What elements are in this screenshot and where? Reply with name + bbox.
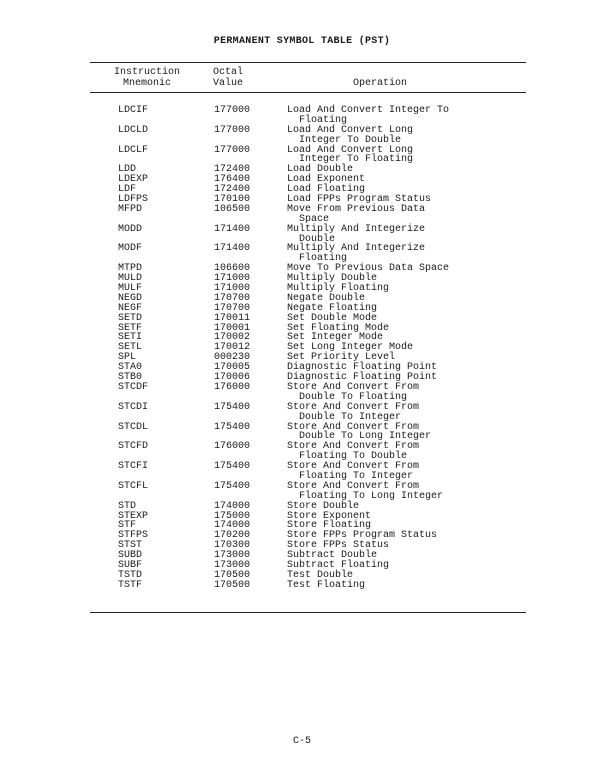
operation-line: Floating To Double xyxy=(299,451,408,463)
table-row xyxy=(0,423,604,443)
octal-value-cell: 170200 xyxy=(214,530,251,542)
octal-value-cell: 170011 xyxy=(214,312,251,324)
operation-line: Subtract Double xyxy=(287,550,378,562)
octal-value-cell: 175000 xyxy=(214,510,251,522)
octal-value-cell: 173000 xyxy=(214,550,251,562)
operation-line: Load And Convert Long xyxy=(287,144,414,156)
mnemonic-cell: STCDL xyxy=(118,421,149,433)
octal-value-cell: 170700 xyxy=(214,292,251,304)
operation-line: Store And Convert From xyxy=(287,401,420,413)
operation-line: Load And Convert Integer To xyxy=(287,105,450,116)
mnemonic-cell: MODF xyxy=(118,243,143,255)
mnemonic-cell: STEXP xyxy=(118,510,149,522)
mnemonic-cell: STCFD xyxy=(118,441,149,453)
octal-value-cell: 175400 xyxy=(214,480,251,492)
mnemonic-cell: SPL xyxy=(118,352,137,364)
table-row xyxy=(0,383,604,403)
operation-cell xyxy=(287,442,604,462)
operation-line: Load FPPs Program Status xyxy=(287,194,432,206)
octal-value-cell: 175400 xyxy=(214,401,251,413)
operation-cell xyxy=(287,423,604,443)
octal-value-cell: 106600 xyxy=(214,263,251,275)
mnemonic-cell: TSTF xyxy=(118,579,143,591)
octal-value-cell: 000230 xyxy=(214,352,251,364)
operation-line: Move To Previous Data Space xyxy=(287,263,450,275)
mnemonic-cell: SETF xyxy=(118,322,143,334)
operation-line: Load And Convert Long xyxy=(287,124,414,136)
header-value xyxy=(213,67,243,89)
operation-cell xyxy=(287,126,604,146)
mnemonic-cell: STD xyxy=(118,500,137,512)
octal-value-cell: 176000 xyxy=(214,441,251,453)
operation-line: Double To Long Integer xyxy=(299,431,432,443)
operation-line: Space xyxy=(299,213,330,225)
mnemonic-cell: LDCLF xyxy=(118,144,149,156)
octal-value-cell: 175400 xyxy=(214,421,251,433)
mnemonic-cell: STCDI xyxy=(118,401,149,413)
mnemonic-cell: STCFI xyxy=(118,461,149,473)
operation-cell xyxy=(287,146,604,166)
octal-value-cell: 172400 xyxy=(214,164,251,176)
table-row xyxy=(0,442,604,462)
mnemonic-cell: MTPD xyxy=(118,263,143,275)
operation-line: Store FPPs Program Status xyxy=(287,530,438,542)
operation-cell xyxy=(287,403,604,423)
operation-line: Integer To Double xyxy=(299,134,402,146)
mnemonic-cell: LDCLD xyxy=(118,124,149,136)
operation-line: Set Floating Mode xyxy=(287,322,390,334)
octal-value-cell: 171400 xyxy=(214,243,251,255)
table-row xyxy=(0,126,604,146)
operation-line: Double xyxy=(299,233,336,245)
mnemonic-cell: SETI xyxy=(118,332,143,344)
operation-line: Floating xyxy=(299,114,348,126)
operation-line: Subtract Floating xyxy=(287,559,390,571)
octal-value-cell: 170100 xyxy=(214,194,251,206)
header-value-line: Value xyxy=(213,78,244,89)
operation-line: Store Exponent xyxy=(287,510,372,522)
operation-line: Load Double xyxy=(287,164,354,176)
operation-line: Store And Convert From xyxy=(287,441,420,453)
mnemonic-cell: STF xyxy=(118,520,137,532)
mnemonic-cell: LDF xyxy=(118,184,137,196)
octal-value-cell: 170700 xyxy=(214,302,251,314)
operation-cell xyxy=(287,225,604,245)
operation-line: Test Double xyxy=(287,569,354,581)
mnemonic-cell: MULD xyxy=(118,273,143,285)
octal-value-cell: 170500 xyxy=(214,579,251,591)
operation-cell xyxy=(287,581,604,591)
operation-cell xyxy=(287,383,604,403)
operation-line: Test Floating xyxy=(287,579,366,591)
table-row xyxy=(0,146,604,166)
header-operation: Operation xyxy=(353,78,408,89)
octal-value-cell: 174000 xyxy=(214,520,251,532)
mnemonic-cell: LDEXP xyxy=(118,174,149,186)
octal-value-cell: 171400 xyxy=(214,223,251,235)
operation-cell xyxy=(287,482,604,502)
octal-value-cell: 170005 xyxy=(214,362,251,374)
operation-line: Set Integer Mode xyxy=(287,332,384,344)
operation-line: Load Exponent xyxy=(287,174,366,186)
mnemonic-cell: LDD xyxy=(118,164,137,176)
operation-line: Store Double xyxy=(287,500,360,512)
mnemonic-cell: NEGD xyxy=(118,292,143,304)
table-row xyxy=(0,482,604,502)
mnemonic-cell: NEGF xyxy=(118,302,143,314)
operation-line: Store And Convert From xyxy=(287,461,420,473)
header-bottom-rule xyxy=(90,92,526,93)
page-title: PERMANENT SYMBOL TABLE (PST) xyxy=(213,36,391,47)
operation-line: Multiply Double xyxy=(287,273,378,285)
mnemonic-cell: MODD xyxy=(118,223,143,235)
table-bottom-rule xyxy=(90,612,526,613)
operation-line: Multiply And Integerize xyxy=(287,243,426,255)
mnemonic-cell: STCFL xyxy=(118,480,149,492)
table-row xyxy=(0,205,604,225)
table-row xyxy=(0,581,604,591)
operation-line: Double To Integer xyxy=(299,411,402,423)
octal-value-cell: 170001 xyxy=(214,322,251,334)
operation-line: Diagnostic Floating Point xyxy=(287,372,438,384)
octal-value-cell: 171000 xyxy=(214,273,251,285)
mnemonic-cell: STCDF xyxy=(118,381,149,393)
octal-value-cell: 177000 xyxy=(214,144,251,156)
octal-value-cell: 177000 xyxy=(214,124,251,136)
octal-value-cell: 173000 xyxy=(214,559,251,571)
operation-line: Store Floating xyxy=(287,520,372,532)
operation-line: Store FPPs Status xyxy=(287,540,390,552)
header-mnemonic xyxy=(108,67,186,89)
octal-value-cell: 174000 xyxy=(214,500,251,512)
operation-cell xyxy=(287,106,604,126)
mnemonic-cell: SUBF xyxy=(118,559,143,571)
mnemonic-cell: LDFPS xyxy=(118,194,149,206)
octal-value-cell: 170002 xyxy=(214,332,251,344)
mnemonic-cell: STST xyxy=(118,540,143,552)
header-mnemonic-line: Mnemonic xyxy=(122,78,171,89)
octal-value-cell: 176000 xyxy=(214,381,251,393)
operation-line: Set Double Mode xyxy=(287,312,378,324)
mnemonic-cell: SETD xyxy=(118,312,143,324)
mnemonic-cell: SUBD xyxy=(118,550,143,562)
operation-cell xyxy=(287,205,604,225)
operation-line: Load Floating xyxy=(287,184,366,196)
octal-value-cell: 176400 xyxy=(214,174,251,186)
operation-line: Set Priority Level xyxy=(287,352,396,364)
operation-cell xyxy=(287,244,604,264)
mnemonic-cell: STFPS xyxy=(118,530,149,542)
operation-line: Floating To Integer xyxy=(299,470,414,482)
operation-line: Negate Double xyxy=(287,292,366,304)
octal-value-cell: 106500 xyxy=(214,203,251,215)
operation-line: Integer To Floating xyxy=(299,154,414,166)
table-row xyxy=(0,106,604,126)
header-value-line: Octal xyxy=(213,67,244,78)
table-row xyxy=(0,403,604,423)
operation-line: Set Long Integer Mode xyxy=(287,342,414,354)
octal-value-cell: 172400 xyxy=(214,184,251,196)
octal-value-cell: 170500 xyxy=(214,569,251,581)
mnemonic-cell: LDCIF xyxy=(118,105,149,116)
operation-line: Store And Convert From xyxy=(287,381,420,393)
table-row xyxy=(0,225,604,245)
symbol-table-body xyxy=(0,106,604,591)
operation-line: Double To Floating xyxy=(299,391,408,403)
operation-line: Store And Convert From xyxy=(287,421,420,433)
operation-line: Store And Convert From xyxy=(287,480,420,492)
octal-value-cell: 171000 xyxy=(214,283,251,295)
octal-value-cell: 177000 xyxy=(214,105,251,116)
header-mnemonic-line: Instruction xyxy=(113,67,180,78)
operation-line: Move From Previous Data xyxy=(287,203,426,215)
mnemonic-cell: MFPD xyxy=(118,203,143,215)
mnemonic-cell: TSTD xyxy=(118,569,143,581)
table-row xyxy=(0,244,604,264)
mnemonic-cell: STA0 xyxy=(118,362,143,374)
mnemonic-cell: STB0 xyxy=(118,372,143,384)
operation-line: Negate Floating xyxy=(287,302,378,314)
mnemonic-cell: MULF xyxy=(118,283,143,295)
operation-line: Diagnostic Floating Point xyxy=(287,362,438,374)
mnemonic-cell: SETL xyxy=(118,342,143,354)
operation-line: Floating To Long Integer xyxy=(299,490,444,502)
operation-line: Multiply Floating xyxy=(287,283,390,295)
octal-value-cell: 175400 xyxy=(214,461,251,473)
table-row xyxy=(0,462,604,482)
octal-value-cell: 170300 xyxy=(214,540,251,552)
operation-line: Multiply And Integerize xyxy=(287,223,426,235)
operation-line: Floating xyxy=(299,253,348,265)
page-number: C-5 xyxy=(292,736,311,747)
operation-cell xyxy=(287,462,604,482)
octal-value-cell: 170012 xyxy=(214,342,251,354)
table-top-rule xyxy=(90,62,526,63)
octal-value-cell: 170006 xyxy=(214,372,251,384)
